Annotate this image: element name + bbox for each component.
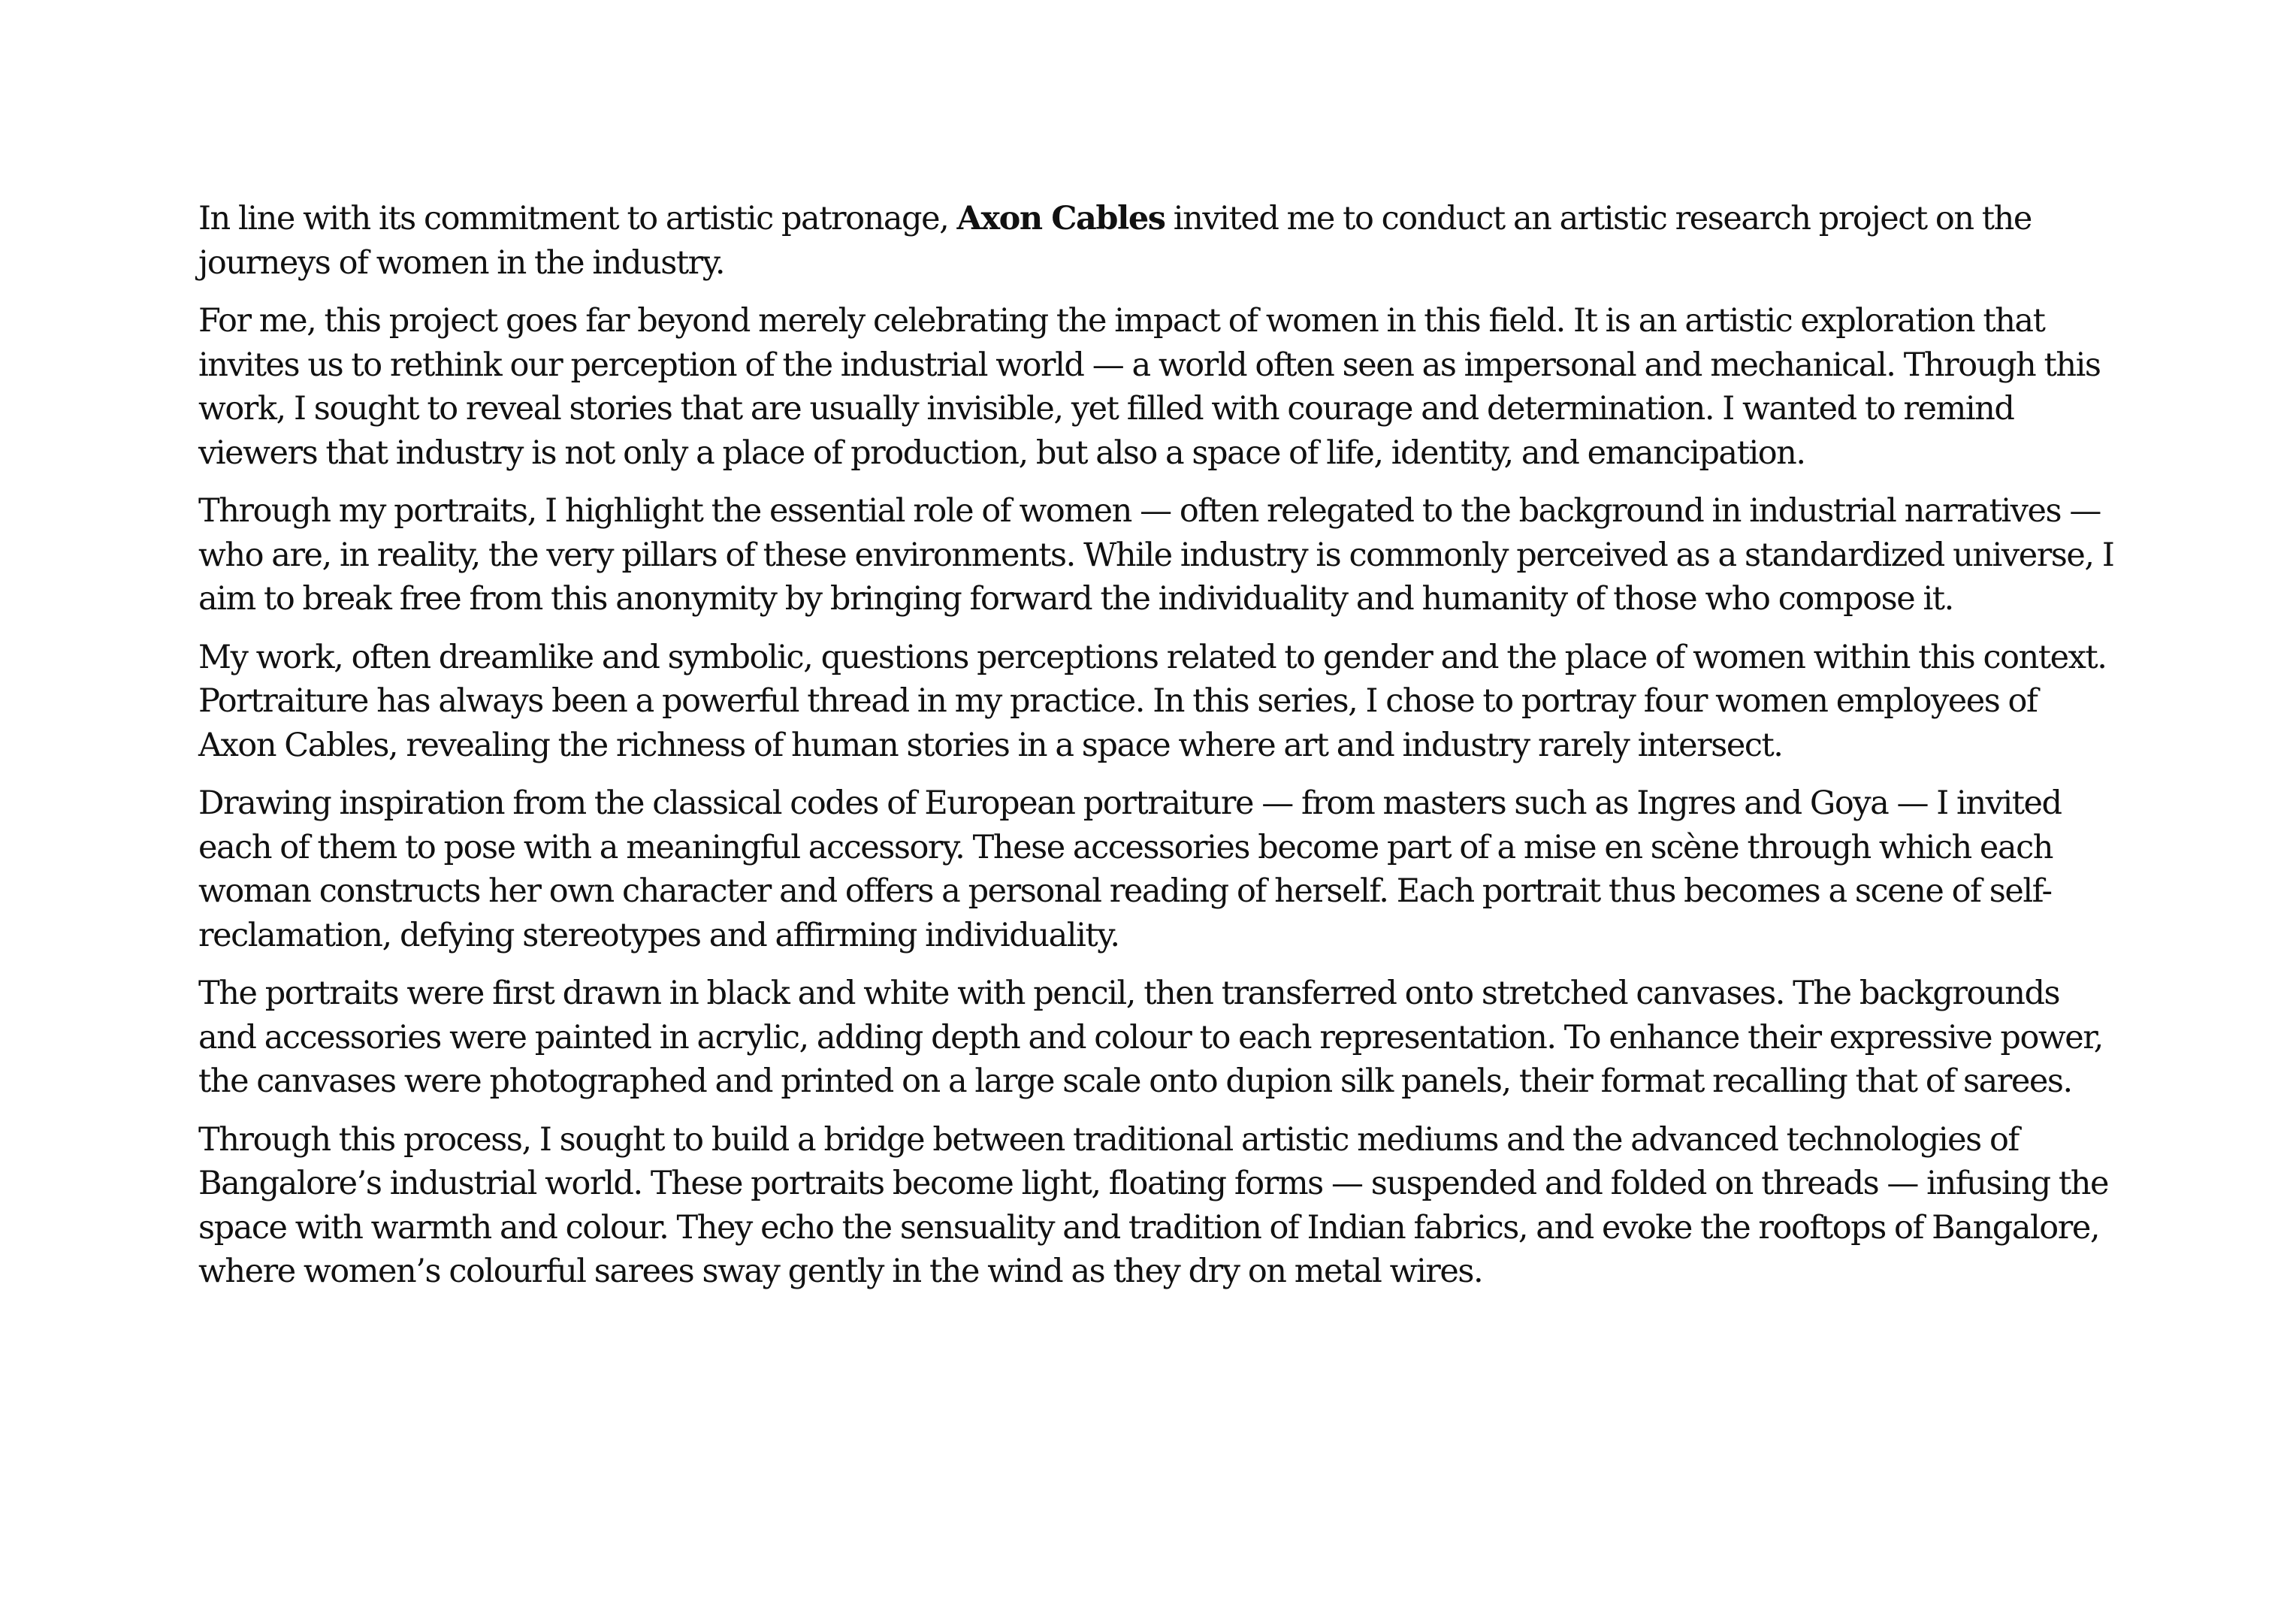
paragraph-conclusion: Through this process, I sought to build a bridge between traditional artistic mediums and the advanced technologies of Bangalore’s industrial world. These portraits become light, floating forms — suspended and folded on threads — infusing the space with warmth and colour. They echo the sensuality and tradition of Indian fabrics, and evoke the rooftops of Bangalore, where women’s colourful sarees sway gently in the wind as they dry on metal wires. bbox=[198, 1120, 2108, 1290]
paragraph-portraits-role: Through my portraits, I highlight the essential role of women — often relegated to the background in industrial narratives — who are, in reality, the very pillars of these environments. While industry is commonly perceived as a standardized universe, I aim to break free from this anonymity by bringing forward the individuality and humanity of those who compose it. bbox=[198, 492, 2114, 618]
paragraph-inspiration: Drawing inspiration from the classical codes of European portraiture — from masters such as Ingres and Goya — I invited each of them to pose with a meaningful accessory. These accessories become part of a mise en scène through which each woman constructs her own character and offers a personal reading of herself. Each portrait thus becomes a scene of self-reclamation, defying stereotypes and affirming individuality. bbox=[198, 784, 2062, 954]
body-text bbox=[198, 197, 2122, 1308]
paragraph-work-themes: My work, often dreamlike and symbolic, questions perceptions related to gender and the place of women within this context. Portraiture has always been a powerful thread in my practice. In this series, I chose to portray four women employees of Axon Cables, revealing the richness of human stories in a space where art and industry rarely intersect. bbox=[198, 638, 2107, 764]
paragraph-project-purpose: For me, this project goes far beyond merely celebrating the impact of women in this field. It is an artistic exploration that invites us to rethink our perception of the industrial world — a world often seen as impersonal and mechanical. Through this work, I sought to reveal stories that are usually invisible, yet filled with courage and determination. I wanted to remind viewers that industry is not only a place of production, but also a space of life, identity, and emancipation. bbox=[198, 302, 2101, 472]
paragraph-technique: The portraits were first drawn in black and white with pencil, then transferred onto stretched canvases. The backgrounds and accessories were painted in acrylic, adding depth and colour to each representation. To enhance their expressive power, the canvases were photographed and printed on a large scale onto dupion silk panels, their format recalling that of sarees. bbox=[198, 975, 2103, 1100]
intro-text-after: invited me to conduct an artistic research project on the journeys of women in the industry. bbox=[198, 200, 2032, 282]
company-name: Axon Cables bbox=[956, 200, 1165, 237]
intro-text-before: In line with its commitment to artistic patronage, bbox=[198, 200, 957, 237]
paragraph-intro bbox=[198, 197, 2122, 285]
